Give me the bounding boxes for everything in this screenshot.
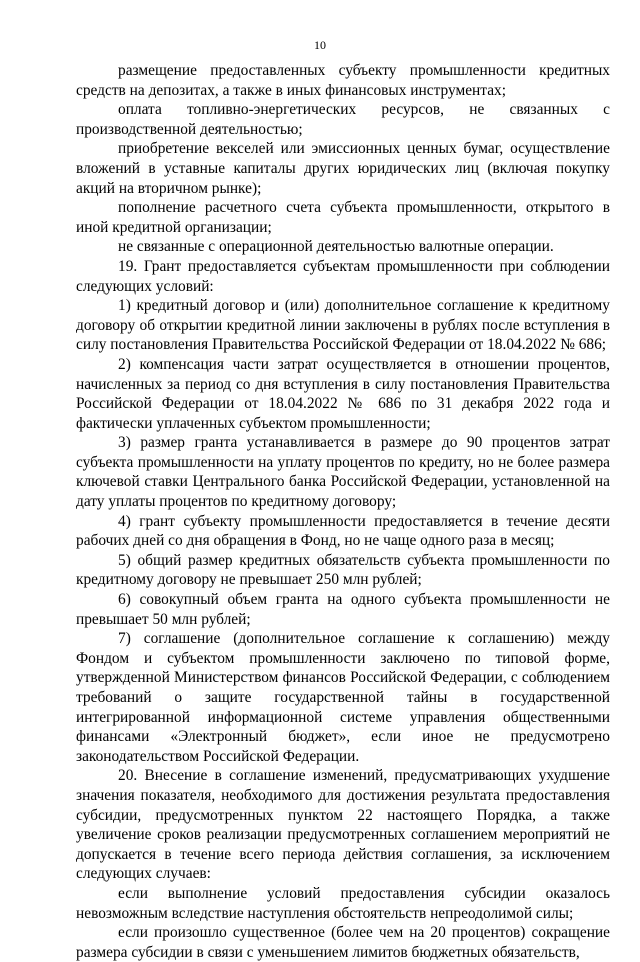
paragraph-section-19: 19. Грант предоставляется субъектам промышленности при соблюдении следующих условий: bbox=[76, 257, 610, 295]
paragraph-condition-7: 7) соглашение (дополнительное соглашение к соглашению) между Фондом и субъектом промышленности заключено по типовой форме, утвержденной Министерством финансов Российской Федерации, с соблюдением требований о защите государственной тайны в государственной интегрированной информационной системе управления общественными финансами «Электронный бюджет», если иное не предусмотрено законодательством Российской Федерации. bbox=[76, 630, 610, 765]
paragraph-securities-acquisition: приобретение векселей или эмиссионных ценных бумаг, осуществление вложений в уставные капиталы других юридических лиц (включая покупку акций на вторичном рынке); bbox=[76, 140, 610, 197]
paragraph-condition-6: 6) совокупный объем гранта на одного субъекта промышленности не превышает 50 млн рублей; bbox=[76, 591, 610, 628]
paragraph-deposit-placement: размещение предоставленных субъекту промышленности кредитных средств на депозитах, а также в иных финансовых инструментах; bbox=[76, 62, 610, 99]
paragraph-case-force-majeure: если выполнение условий предоставления субсидии оказалось невозможным вследствие наступления обстоятельств непреодолимой силы; bbox=[76, 884, 610, 922]
page-number: 10 bbox=[314, 38, 326, 52]
paragraph-condition-2: 2) компенсация части затрат осуществляется в отношении процентов, начисленных за период со дня вступления в силу постановления Правительства Российской Федерации от 18.04.2022 № 686 по 31 декабря 2022 года и фактически уплаченных субъектом промышленности; bbox=[76, 355, 610, 432]
document-body bbox=[76, 61, 610, 962]
paragraph-fuel-energy-payment: оплата топливно-энергетических ресурсов, не связанных с производственной деятельностью; bbox=[76, 101, 610, 138]
paragraph-condition-1: 1) кредитный договор и (или) дополнительное соглашение к кредитному договору об открытии кредитной линии заключены в рублях после вступления в силу постановления Правительства Российской Федерации от 18.04.2022 № 686; bbox=[76, 297, 610, 354]
paragraph-condition-5: 5) общий размер кредитных обязательств субъекта промышленности по кредитному договору не превышает 250 млн рублей; bbox=[76, 551, 610, 589]
paragraph-currency-operations: не связанные с операционной деятельностью валютные операции. bbox=[118, 238, 554, 256]
paragraph-section-20: 20. Внесение в соглашение изменений, предусматривающих ухудшение значения показателя, необходимого для достижения результата предоставления субсидии, предусмотренных пунктом 22 настоящего Порядка, а также увеличение сроков реализации предусмотренных соглашением мероприятий не допускается в течение всего периода действия соглашения, за исключением следующих случаев: bbox=[76, 767, 610, 883]
paragraph-case-subsidy-reduction: если произошло существенное (более чем на 20 процентов) сокращение размера субсидии в связи с уменьшением лимитов бюджетных обязательств, bbox=[76, 924, 610, 961]
paragraph-condition-4: 4) грант субъекту промышленности предоставляется в течение десяти рабочих дней со дня обращения в Фонд, но не чаще одного раза в месяц; bbox=[76, 512, 610, 550]
paragraph-account-replenishment: пополнение расчетного счета субъекта промышленности, открытого в иной кредитной организации; bbox=[76, 199, 610, 236]
paragraph-condition-3: 3) размер гранта устанавливается в размере до 90 процентов затрат субъекта промышленности на уплату процентов по кредиту, но не более размера ключевой ставки Центрального банка Российской Федерации, установленной на дату уплаты процентов по кредитному договору; bbox=[76, 434, 610, 511]
